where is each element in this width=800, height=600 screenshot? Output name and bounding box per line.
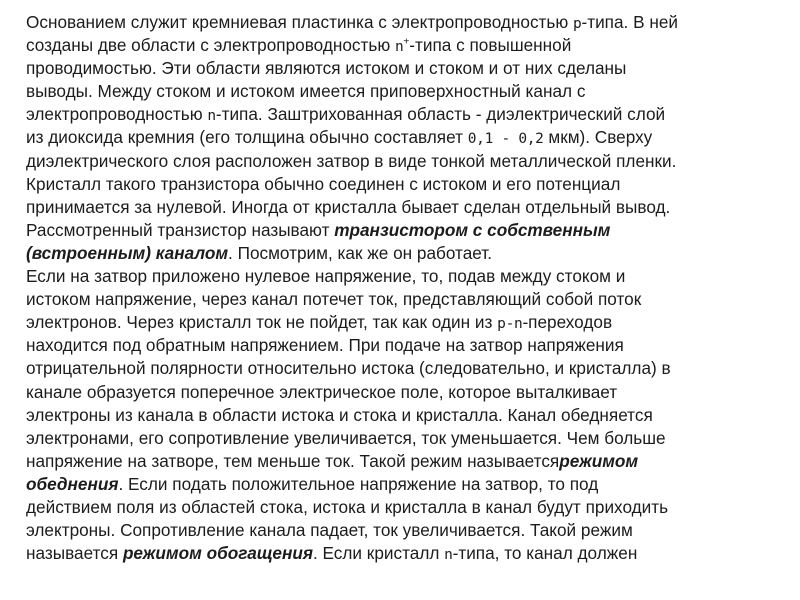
text-line (26, 450, 786, 473)
emphasis-term: (встроенным) каналом (26, 242, 229, 263)
text-run: . Посмотрим, как же он работает. (228, 242, 493, 263)
text-line (26, 219, 786, 242)
emphasis-term: обеднения (26, 473, 119, 494)
text-line: принимается за нулевой. Иногда от кристалла бывает сделан отдельный вывод. (26, 196, 671, 217)
text-line (26, 34, 786, 57)
document-page (26, 11, 786, 565)
text-line: Кристалл такого транзистора обычно соединен с истоком и его потенциал (26, 173, 621, 194)
text-run: созданы две области с электропроводностью (26, 35, 395, 56)
text-line (26, 103, 786, 126)
text-line: отрицательной полярности относительно истока (следовательно, и кристалла) в (26, 358, 671, 379)
emphasis-term: режимом обогащения (122, 543, 313, 564)
text-line: действием поля из областей стока, истока и кристалла в канал будут приходить (26, 496, 669, 517)
text-run: напряжение на затворе, тем меньше ток. Такой режим называется (26, 450, 560, 471)
text-line: электроны. Сопротивление канала падает, ток увеличивается. Такой режим (26, 520, 633, 541)
text-run: -типа с повышенной (409, 35, 572, 56)
text-line (26, 242, 786, 265)
superscript: + (403, 36, 410, 48)
text-line (26, 473, 786, 496)
emphasis-term: режимом (559, 450, 639, 471)
text-line (26, 542, 786, 565)
text-run: Рассмотренный транзистор называют (26, 219, 335, 240)
text-run: электронов. Через кристалл ток не пойдет, так как один из (26, 312, 498, 333)
formula-run: p-n (497, 316, 523, 333)
text-line: электроны из канала в области истока и стока и кристалла. Канал обедняется (26, 404, 653, 425)
text-line: выводы. Между стоком и истоком имеется приповерхностный канал с (26, 81, 586, 102)
text-run: из диоксида кремния (его толщина обычно составляет (26, 127, 468, 148)
text-line (26, 311, 786, 334)
paragraph-operation (26, 265, 786, 565)
text-run: -типа, то канал должен (452, 543, 638, 564)
text-line: находится под обратным напряжением. При подаче на затвор напряжения (26, 335, 624, 356)
text-line: электронами, его сопротивление увеличивается, ток уменьшается. Чем больше (26, 427, 666, 448)
formula-run: p (573, 16, 582, 32)
paragraph-structure (26, 11, 786, 265)
formula-run: n (444, 547, 453, 564)
text-run: . Если подать положительное напряжение на затвор, то под (118, 473, 599, 494)
formula-run: n (394, 39, 404, 56)
text-run: -типа. В ней (581, 12, 678, 32)
formula-run: 0,1 - 0,2 (467, 131, 544, 148)
text-line: канале образуется поперечное электрическое поле, которое выталкивает (26, 381, 618, 402)
text-line: Если на затвор приложено нулевое напряжение, то, подав между стоком и (26, 266, 626, 287)
text-run: Основанием служит кремниевая пластинка с электропроводностью (26, 12, 574, 32)
text-line: проводимостью. Эти области являются истоком и стоком и от них сделаны (26, 58, 627, 79)
text-line (26, 126, 786, 149)
text-run: мкм). Сверху (543, 127, 653, 148)
text-line: диэлектрического слоя расположен затвор в виде тонкой металлической пленки. (26, 150, 677, 171)
text-run: . Если кристалл (312, 543, 445, 564)
text-run: называется (26, 543, 123, 564)
emphasis-term: транзистором с собственным (334, 219, 611, 240)
text-run: -переходов (522, 312, 613, 333)
text-line: истоком напряжение, через канал потечет ток, представляющий собой поток (26, 289, 642, 310)
formula-run: n (207, 108, 216, 125)
text-line (26, 11, 786, 34)
text-run: -типа. Заштрихованная область - диэлектрический слой (215, 104, 666, 125)
text-run: электропроводностью (26, 104, 208, 125)
